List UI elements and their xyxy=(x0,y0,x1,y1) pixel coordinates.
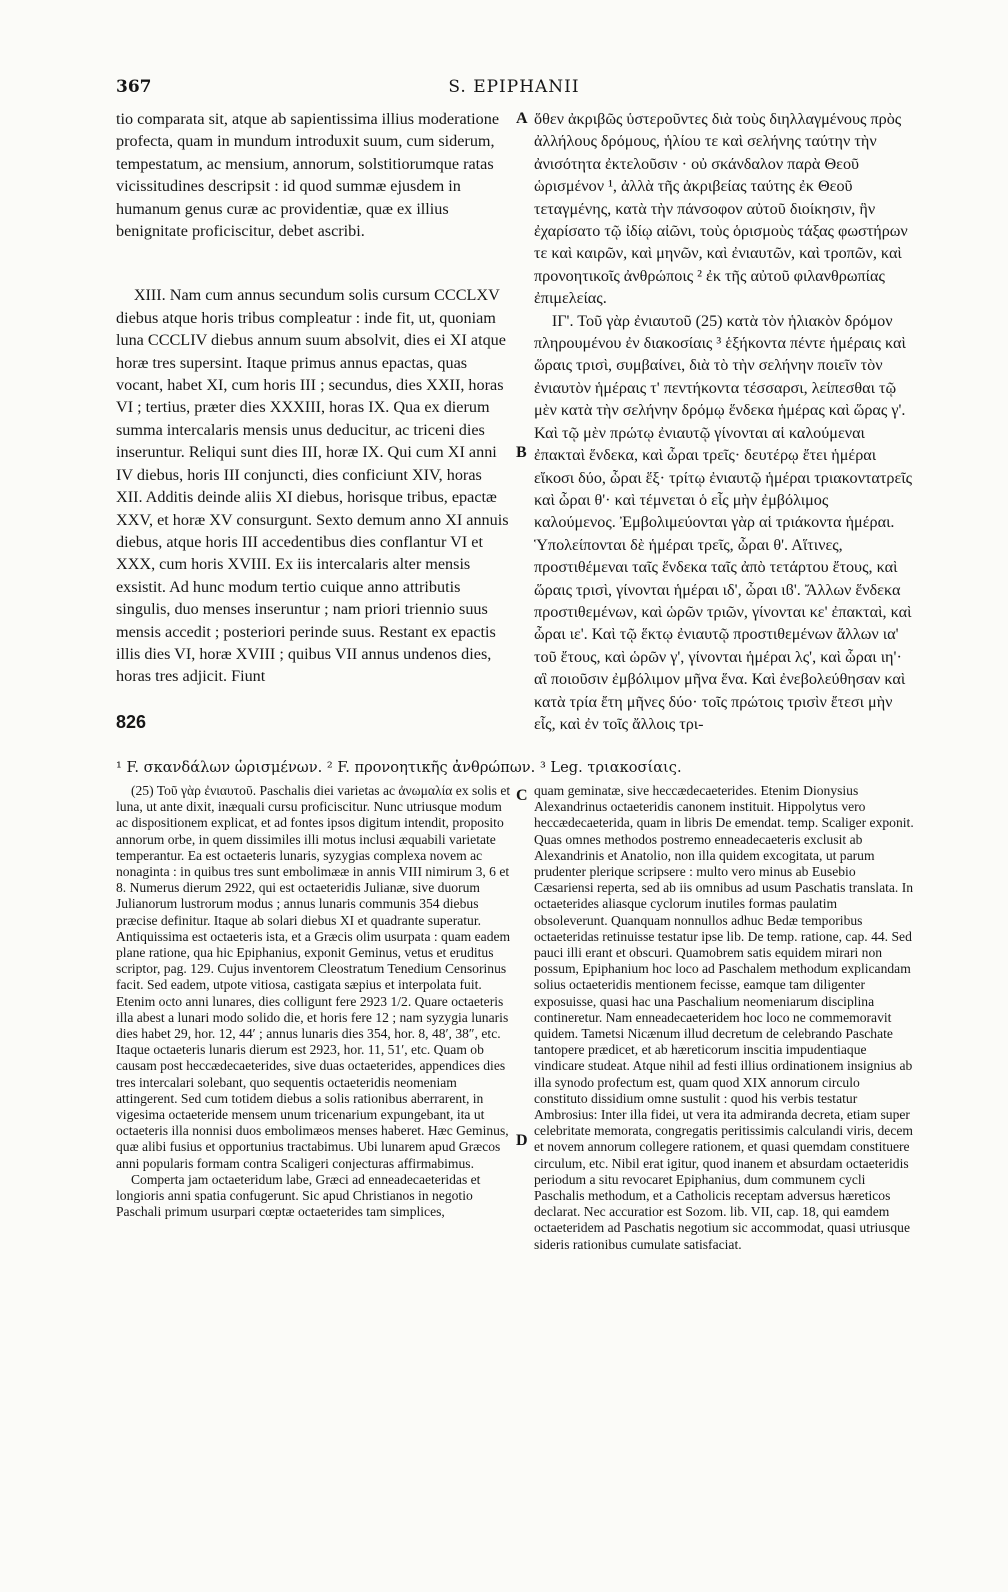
right-notes-column xyxy=(534,783,914,1253)
right-main-paragraph-1: ὅθεν ἀκριβῶς ὑστεροῦντες διὰ τοὺς διηλλαγμένους πρὸς ἀλλήλους δρόμους, ἡλίου τε καὶ σελήνης ταύτην τὴν ἀνισότητα ἐκτελοῦσιν · οὐ σκάνδαλον παρὰ Θεοῦ ὡρισμένον ¹, ἀλλὰ τῆς ἀκριβείας ταύτης ἐκ Θεοῦ τεταγμένης, κατὰ τὴν πάνσοφον αὐτοῦ διοίκησιν, ἣν ἐχαρίσατο τῷ ἰδίῳ αἰῶνι, τοὺς ὁρισμοὺς τάξας φωστήρων τε καὶ καιρῶν, καὶ μηνῶν, καὶ ἐνιαυτῶν, καὶ τροπῶν, καὶ προνοητικοῖς ἀνθρώποις ² ἐκ τῆς αὐτοῦ φιλανθρωπίας ἐπιμελείας. xyxy=(534,110,908,308)
right-main-paragraph-2: ΙΓ'. Τοῦ γὰρ ἐνιαυτοῦ (25) κατὰ τὸν ἡλιακὸν δρόμον πληρουμένου ἐν διακοσίαις ³ ἑξήκοντα πέντε ἡμέραις καὶ ὥραις τρισὶ, συμβαίνει, διὰ τὸ τὴν σελήνην ποιεῖν τὸν ἐνιαυτὸν ἡμέραις τ' πεντήκοντα τέσσαρσι, λείπεσθαι τῷ μὲν κατὰ τὴν σελήνην δρόμῳ ἕνδεκα ἡμέρας καὶ ὥρας γ'. Καὶ τῷ μὲν πρώτῳ ἐνιαυτῷ γίνονται αἱ καλούμεναι ἐπακταὶ ἕνδεκα, καὶ ὧραι τρεῖς· δευτέρῳ ἔτει ἡμέραι εἴκοσι δύο, ὧραι ἕξ· τρίτῳ ἐνιαυτῷ ἡμέραι τριακοντατρεῖς καὶ ὧραι θ'· καὶ τέμνεται ὁ εἷς μὴν ἐμβόλιμος καλούμενος. Ἐμβολιμεύονται γὰρ αἱ τριάκοντα ἡμέραι. Ὑπολείπονται δὲ ἡμέραι τρεῖς, ὧραι θ'. Αἵτινες, προστιθέμεναι ταῖς ἕνδεκα ταῖς ἀπὸ τετάρτου ἔτους, καὶ ὥραις τρισὶ, γίνονται ἡμέραι ιδ', ὧραι ιϐ'. Ἄλλων ἕνδεκα προστιθεμένων, καὶ ὡρῶν τριῶν, γίνονται κε' ἐπακταὶ, καὶ ὧραι ιε'. Καὶ τῷ ἕκτῳ ἐνιαυτῷ προστιθεμένων ἄλλων ια' τοῦ ἔτους, καὶ ὡρῶν γ', γίνονται ἡμέραι λς', καὶ ὧραι ιη'· αἳ ποιοῦσιν ἐμβόλιμον μῆνα ἕνα. Καὶ ἐνεβολεύθησαν καὶ κατὰ τρία ἔτη μῆνες δύο· τοῖς πρώτοις τρισὶν ἔτεσι μὴν εἷς, καὶ ἐν τοῖς ἄλλοις τρι- xyxy=(534,311,913,733)
footnotes-greek: ¹ F. σκανδάλων ὡρισμένων. ² F. προνοητικῆς ἀνθρώπων. ³ Leg. τριακοσίαις. xyxy=(116,759,682,776)
margin-marker-b: B xyxy=(516,444,527,461)
margin-marker-a: A xyxy=(516,110,528,127)
margin-marker-c: C xyxy=(516,787,528,804)
side-page-number: 826 xyxy=(116,712,147,732)
left-main-column xyxy=(116,108,512,688)
left-note-paragraph-1: (25) Τοῦ γὰρ ἐνιαυτοῦ. Paschalis diei varietas ac ἀνωμαλία ex solis et luna, ut ante dixit, inæquali cursu proficiscitur. Nunc utriusque modum ac dispositionem explicat, et ad fontes ipsos digitum intendit, proposito annorum orbe, in quem dissimiles illi motus inclusi æquabili varietate temperantur. Ea est octaeteris lunaris, syzygias complexa novem ac nonaginta : in quibus tres sunt embolimææ in annis VIII nimirum 3, 6 et 8. Numerus dierum 2922, qui est octaeteridis Julianæ, sive duorum Julianorum lustrorum modus ; annus lunaris communis 354 diebus præcise definitur. Itaque ab solari diebus XI et quadrante superatur. Antiquissima est octaeteris ista, et a Græcis olim usurpata : quam eadem plane ratione, qua hic Epiphanius, exponit Geminus, vetus et eruditus scriptor, pag. 129. Cujus inventorem Cleostratum Tenedium Censorinus facit. Sed eadem, utpote vitiosa, castigata sæpius et interpolata fuit. Etenim octo anni lunares, dies colligunt fere 2923 1/2. Quare octaeteris illa abest a lunari modo solido die, et horis fere 12 ; nam syzygia lunaris dies habet 29, hor. 12, 44′ ; annus lunaris dies 354, hor. 8, 48′, 38″, etc. Itaque octaeteris lunaris dierum est 2923, hor. 11, 51′, etc. Quam ob causam post heccædecaeterides, sive duas octaeterides, appendices dies tres intercalari solebant, quo sequentis octaeteridis neomeniam attingerent. Sed cum totidem diebus a solis rationibus aberrarent, in vigesima octaeteride mensem unum tricenarium expungebant, ita ut octaeteris illa nonnisi duos embolimæos menses haberet. Hæc Geminus, quæ alibi fusius et opportunius tractabimus. Ubi lunarem apud Græcos anni popularis formam contra Scaligeri conjecturas affirmabimus. xyxy=(116,783,511,1171)
running-title: S. EPIPHANII xyxy=(448,77,580,97)
right-main-column xyxy=(534,108,914,735)
margin-marker-d: D xyxy=(516,1132,528,1149)
left-notes-column xyxy=(116,783,512,1220)
page-header xyxy=(116,77,912,101)
left-main-paragraph-1: tio comparata sit, atque ab sapientissima illius moderatione profecta, quam in mundum introduxit suum, cum siderum, tempestatum, ac mensium, annorum, solstitiorumque ratas vicissitudines descripsit : id quod summæ ejusdem in humanum genus curæ ac providentiæ, quæ ex illius benignitate proficiscitur, debet ascribi. xyxy=(116,110,500,241)
right-note-paragraph-1: quam geminatæ, sive heccædecaeterides. Etenim Dionysius Alexandrinus octaeteridis canonem instituit. Hippolytus vero heccædecaeterida, quam in libris De emendat. temp. Scaliger exponit. Quas omnes methodos postremo enneadecaeteris exclusit ab Alexandrinis et Anatolio, non illa quidem excogitata, ut parum prudenter plerique scripsere : multo vero minus ab Eusebio Cæsariensi reperta, sed ab iis omnibus ad usum Paschatis translata. In octaeterides aliasque cyclorum inutiles formas paulatim obsoleverunt. Quanquam nonnullos adhuc Bedæ temporibus octaeteridas retinuisse testatur ipse lib. De temp. ratione, cap. 44. Sed pauci illi erant et obscuri. Quamobrem satis equidem mirari non possum, Epiphanium hoc loco ad Paschalem methodum explicandam solius octaeteridis mentionem fecisse, eamque tam diligenter exposuisse, quasi hac una Paschalium neomeniarum disciplina contineretur. Nam enneadecaeteridem hoc loco ne commemoravit quidem. Tametsi Nicænum illud decretum de celebrando Paschate tantopere prædicet, et ab hæreticorum inscitia impudentiaque vindicare studeat. Atque nihil ad festi illius ordinationem insignius ab illa synodo profectum est, quam quod XIX annorum circulo constituto dissidium omne sustulit : quod his verbis testatur Ambrosius: Inter illa fidei, ut vera ita admiranda decreta, etiam super celebritate memorata, congregatis peritissimis calculandi viris, decem et novem annorum collegere rationem, et quasi quemdam constituere circulum, etc. Nibil erat igitur, quod inanem et absurdam octaeteridis periodum a situ revocaret Epiphanius, dum communem cycli Paschalis methodum, et a Catholicis receptam adversus hæreticos declarat. Nec accuratior est Sozom. lib. VII, cap. 18, qui eamdem octaeteridem ad Paschatis negotium sic accommodat, quasi utriusque sideris rationibus cumulate satisfaciat. xyxy=(534,783,914,1252)
left-main-paragraph-2: XIII. Nam cum annus secundum solis cursum CCCLXV diebus atque horis tribus compleatur : inde fit, ut, quoniam luna CCCLIV diebus annum suum absolvit, dies ei XI atque horæ tres supersint. Itaque primus annus epactas, quas vocant, habet XI, cum horis III ; secundus, dies XXII, horas VI ; tertius, præter dies XXXIII, horas IX. Qua ex dierum summa intercalaris mensis unus deducitur, ac triceni dies inseruntur. Reliqui sunt dies III, horæ IX. Qui cum XI anni IV diebus, horis III conjuncti, dies conficiunt XIV, horas XII. Additis deinde aliis XI diebus, horisque tribus, epactæ XXV, et horæ XV consurgunt. Sexto demum anno XI annuis diebus, atque horis III accedentibus dies conflantur VI et XXX, cum horis XVIII. Ex iis intercalaris alter mensis exsistit. Ad hunc modum tertio cuique anno attributis singulis, duo menses inseruntur ; nam priori triennio suus mensis accedit ; posteriori perinde suus. Restant ex epactis illis dies VI, horæ XVIII ; quibus VII annus undenos dies, horas tres adjicit. Fiunt xyxy=(116,286,509,686)
left-note-paragraph-2: Comperta jam octaeteridum labe, Græci ad enneadecaeteridas et longioris anni spatia confugerunt. Sic apud Christianos in negotio Paschali primum usurpari cœptæ octaeterides tam simplices, xyxy=(116,1171,481,1220)
page-number: 367 xyxy=(116,77,152,97)
